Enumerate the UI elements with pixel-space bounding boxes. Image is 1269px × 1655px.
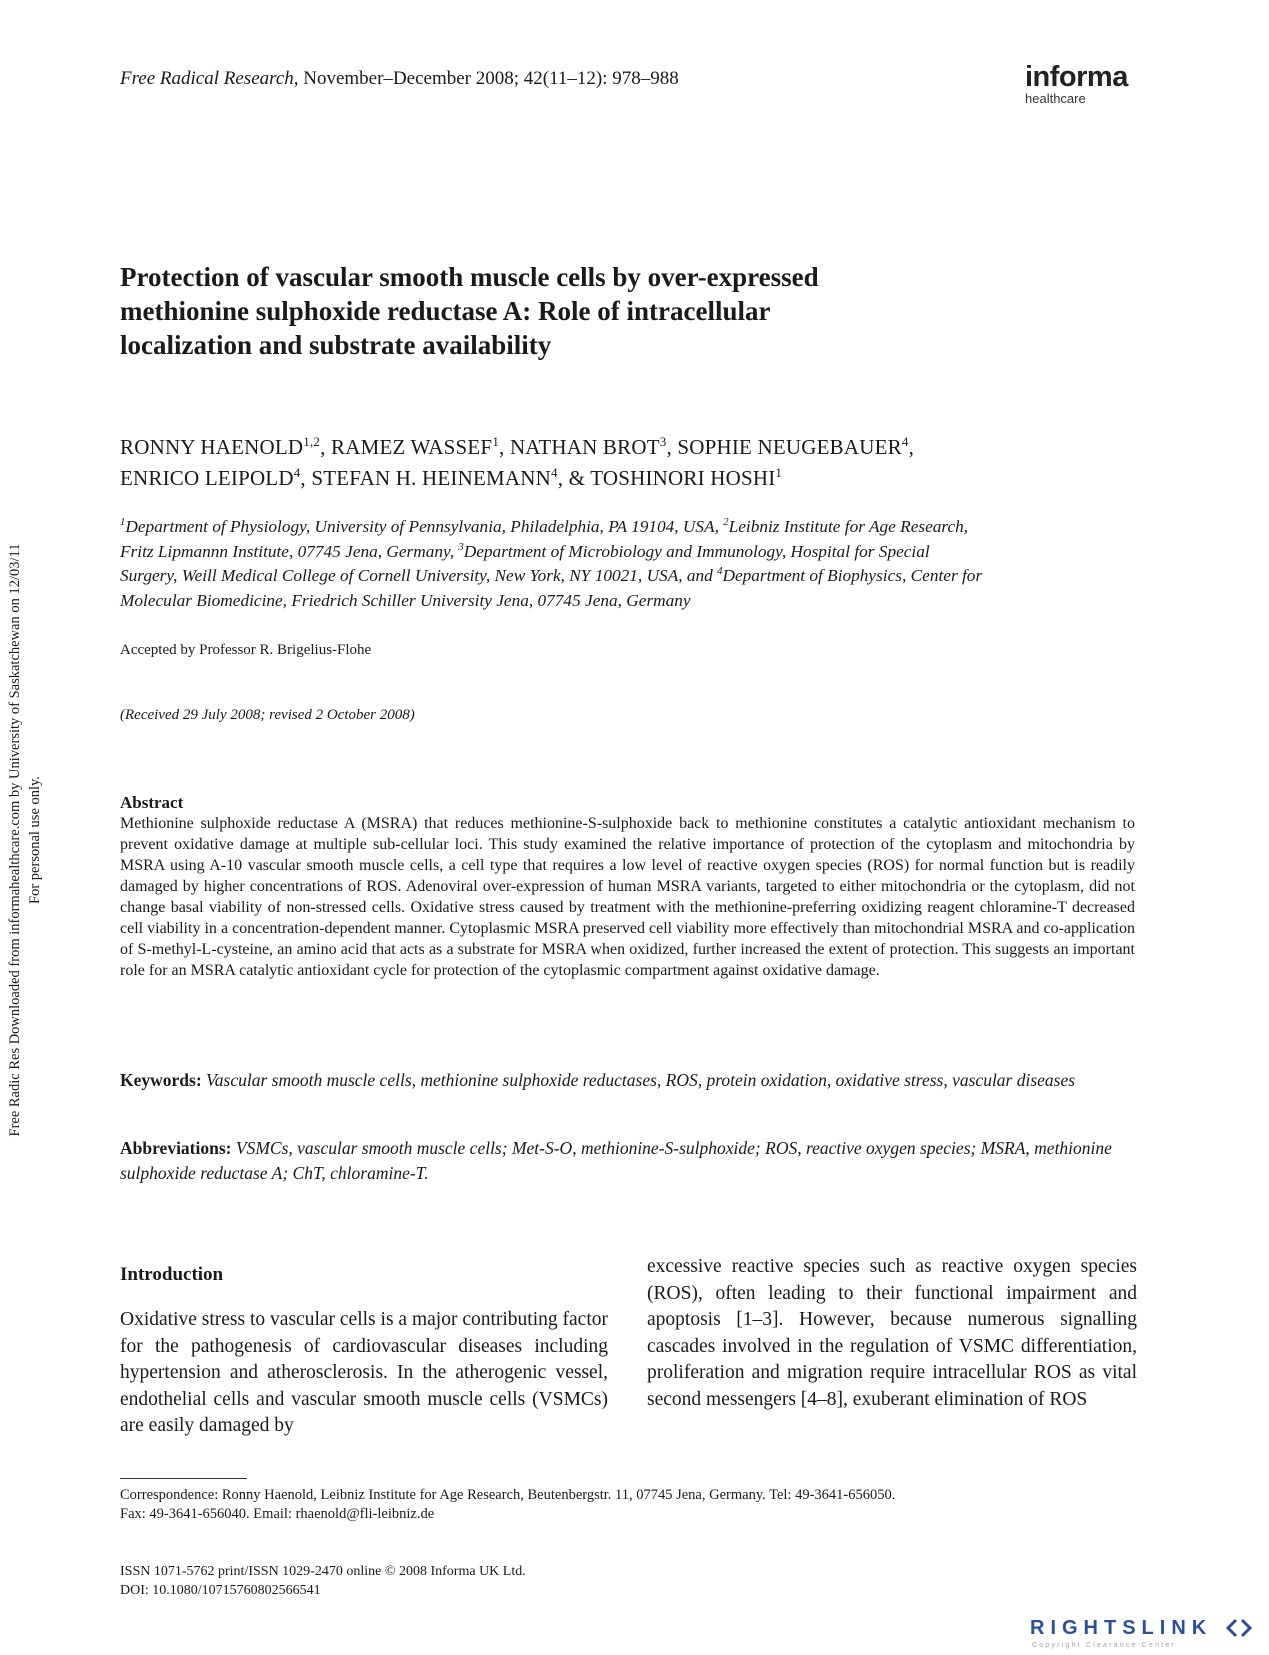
affiliation-text: Department of Physiology, University of Pennsylvania, Philadelphia, PA 19104, USA, bbox=[125, 517, 724, 536]
introduction-left-column: Oxidative stress to vascular cells is a major contributing factor for the pathogenesis of cardiovascular diseases including hypertension and atherosclerosis. In the atherogenic vessel, endothelial cells and vascular smooth muscle cells (VSMCs) are easily damaged by bbox=[120, 1309, 608, 1436]
title-line: localization and substrate availability bbox=[120, 330, 552, 360]
author-name: STEFAN H. HEINEMANN bbox=[311, 466, 551, 490]
issn-line: ISSN 1071-5762 print/ISSN 1029-2470 online © 2008 Informa UK Ltd. bbox=[120, 1564, 526, 1579]
affiliation-mark: 3 bbox=[458, 540, 464, 553]
affiliation-text: Department of Microbiology and Immunology, Hospital for Special bbox=[463, 541, 930, 561]
affiliation-line bbox=[120, 564, 1140, 589]
journal-citation bbox=[120, 68, 679, 90]
title-line: Protection of vascular smooth muscle cells by over-expressed bbox=[120, 262, 819, 292]
keywords bbox=[120, 1068, 1135, 1093]
author-list bbox=[120, 432, 914, 494]
keywords-label: Keywords: bbox=[120, 1070, 202, 1090]
author-affiliation-mark: 4 bbox=[293, 465, 301, 480]
author-separator: , bbox=[557, 466, 569, 490]
correspondence-footnote bbox=[120, 1486, 1140, 1524]
affiliation-text: Department of Biophysics, Center for bbox=[722, 566, 983, 585]
author-affiliation-mark: 3 bbox=[659, 434, 667, 449]
affiliation-mark: 2 bbox=[723, 516, 729, 529]
abstract-heading: Abstract bbox=[120, 793, 184, 812]
chevron-right-icon bbox=[1242, 1620, 1250, 1636]
publisher-logo bbox=[1025, 62, 1165, 106]
download-watermark bbox=[5, 500, 55, 1180]
author-name: ENRICO LEIPOLD bbox=[120, 466, 294, 490]
received-dates: (Received 29 July 2008; revised 2 October 2008) bbox=[120, 707, 415, 723]
issn-doi bbox=[120, 1562, 526, 1600]
rightslink-brand: RIGHTSLINK bbox=[1030, 1617, 1213, 1639]
footnote-divider bbox=[120, 1478, 247, 1479]
title-line: methionine sulphoxide reductase A: Role of intracellular bbox=[120, 296, 771, 326]
affiliation-mark: 4 bbox=[717, 565, 723, 578]
publisher-subtitle: healthcare bbox=[1025, 91, 1086, 106]
author-separator: , bbox=[666, 435, 678, 459]
doi-line: DOI: 10.1080/10715760802566541 bbox=[120, 1583, 321, 1598]
author-separator: , bbox=[499, 435, 510, 459]
abbreviations-text: VSMCs, vascular smooth muscle cells; Met-S-O, methionine-S-sulphoxide; ROS, reactive oxygen species; MSRA, methionine sulphoxide reductase A; ChT, chloramine-T. bbox=[120, 1138, 1112, 1183]
journal-issue: , November–December 2008; 42(11–12): 978–988 bbox=[293, 68, 679, 89]
affiliation-text: Surgery, Weill Medical College of Cornell University, New York, NY 10021, USA, and bbox=[120, 566, 718, 585]
abbreviations-label: Abbreviations: bbox=[120, 1138, 232, 1158]
watermark-line: Free Radic Res Downloaded from informahealthcare.com by University of Saskatchewan on 12/03/11 bbox=[7, 543, 23, 1137]
correspondence-line: Fax: 49-3641-656040. Email: rhaenold@fli-leibniz.de bbox=[120, 1506, 435, 1522]
abstract bbox=[120, 792, 1135, 981]
introduction-right-column: excessive reactive species such as reactive oxygen species (ROS), often leading to their functional impairment and apoptosis [1–3]. However, because numerous signalling cascades involved in the regulation of VSMC differentiation, proliferation and migration require intracellular ROS as vital second messengers [4–8], exuberant elimination of ROS bbox=[647, 1256, 1137, 1410]
watermark-line: For personal use only. bbox=[27, 776, 43, 904]
author-name: RONNY HAENOLD bbox=[120, 435, 304, 459]
accepted-by: Accepted by Professor R. Brigelius-Flohe bbox=[120, 642, 372, 658]
affiliation-line: Molecular Biomedicine, Friedrich Schiller University Jena, 07745 Jena, Germany bbox=[120, 590, 691, 610]
author-affiliation-mark: 1 bbox=[775, 465, 783, 480]
affiliation-text: Leibniz Institute for Age Research, bbox=[728, 517, 969, 536]
author-affiliation-mark: 1 bbox=[492, 434, 500, 449]
author-name: & TOSHINORI HOSHI bbox=[568, 466, 776, 490]
author-line bbox=[120, 463, 914, 494]
author-name: SOPHIE NEUGEBAUER bbox=[677, 435, 902, 459]
rightslink-subtitle: Copyright Clearance Center bbox=[1032, 1642, 1176, 1649]
author-affiliation-mark: 4 bbox=[901, 434, 909, 449]
author-line bbox=[120, 432, 914, 463]
author-separator: , bbox=[908, 435, 915, 459]
affiliation-mark: 1 bbox=[120, 516, 126, 529]
correspondence-line: Correspondence: Ronny Haenold, Leibniz Institute for Age Research, Beutenbergstr. 11, 07745 Jena, Germany. Tel: 49-3641-656050. bbox=[120, 1487, 896, 1503]
author-separator: , bbox=[300, 466, 312, 490]
affiliation-line bbox=[120, 515, 1140, 540]
chevron-left-icon bbox=[1228, 1620, 1236, 1636]
journal-name: Free Radical Research bbox=[120, 68, 294, 89]
author-name: RAMEZ WASSEF bbox=[331, 435, 493, 459]
rightslink-logo[interactable] bbox=[1030, 1612, 1260, 1652]
author-separator: , bbox=[320, 435, 332, 459]
article-title bbox=[120, 260, 1140, 362]
publisher-name: informa bbox=[1025, 61, 1128, 93]
author-affiliation-mark: 1,2 bbox=[303, 434, 321, 449]
affiliation-text: Fritz Lipmannn Institute, 07745 Jena, Germany, bbox=[120, 541, 459, 561]
author-name: NATHAN BROT bbox=[509, 435, 660, 459]
affiliations bbox=[120, 515, 1140, 613]
author-affiliation-mark: 4 bbox=[550, 465, 558, 480]
abstract-text: Methionine sulphoxide reductase A (MSRA) that reduces methionine-S-sulphoxide back to methionine constitutes a catalytic antioxidant mechanism to prevent oxidative damage at multiple sub-cellular loci. This study examined the relative importance of protection of the cytoplasm and mitochondria by MSRA using A-10 vascular smooth muscle cells, a cell type that requires a low level of reactive oxygen species (ROS) for normal function but is readily damaged by higher concentrations of ROS. Adenoviral over-expression of human MSRA variants, targeted to either mitochondria or the cytoplasm, did not change basal viability of non-stressed cells. Oxidative stress caused by treatment with the methionine-preferring oxidizing reagent chloramine-T decreased cell viability in a concentration-dependent manner. Cytoplasmic MSRA preserved cell viability more effectively than mitochondrial MSRA and co-application of S-methyl-L-cysteine, an amino acid that acts as a substrate for MSRA when oxidized, further increased the extent of protection. This suggests an important role for an MSRA catalytic antioxidant cycle for protection of the cytoplasmic compartment against oxidative damage. bbox=[120, 815, 1135, 979]
keywords-text: Vascular smooth muscle cells, methionine sulphoxide reductases, ROS, protein oxidation, oxidative stress, vascular diseases bbox=[201, 1070, 1076, 1090]
affiliation-line bbox=[120, 540, 1140, 565]
abbreviations bbox=[120, 1136, 1135, 1186]
introduction-heading: Introduction bbox=[120, 1264, 224, 1285]
